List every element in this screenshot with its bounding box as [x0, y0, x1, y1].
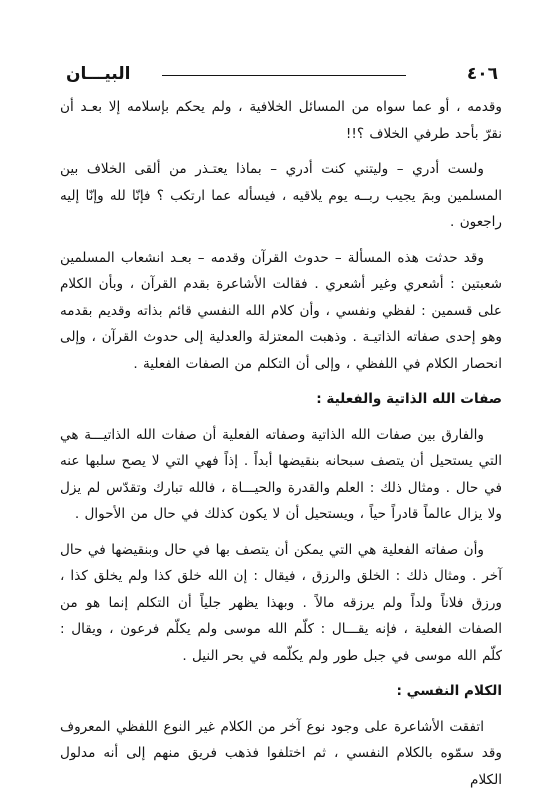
- paragraph-1: وقدمه ، أو عما سواه من المسائل الخلافية ، ولم يحكم بإسلامه إلا بعـد أن نقرّ بأحد طرفي الخلاف ؟!!: [60, 94, 502, 147]
- header-rule: [162, 75, 406, 76]
- paragraph-4: والفارق بين صفات الله الذاتية وصفاته الفعلية أن صفات الله الذاتيـــة هي التي يستحيل أن يتصف سبحانه بنقيضها أبداً . إذاً فهي التي لا يصح سلبها عنه في حال . ومثال ذلك : العلم والقدرة والحيـــاة ، فالله تبارك وتقدّس لم يزل ولا يزال عالماً قادراً حياً ، ويستحيل أن لا يكون كذلك في حال من الأحوال .: [60, 422, 502, 528]
- paragraph-6: اتفقت الأشاعرة على وجود نوع آخر من الكلام غير النوع اللفظي المعروف وقد سمّوه بالكلام النفسي ، ثم اختلفوا فذهب فريق منهم إلى أنه مدلول الكلام: [60, 714, 502, 793]
- paragraph-3: وقد حدثت هذه المسألة – حدوث القرآن وقدمه – بعـد انشعاب المسلمين شعبتين : أشعري وغير أشعري . فقالت الأشاعرة بقدم القرآن ، وبأن الكلام على قسمين : لفظي ونفسي ، وأن كلام الله النفسي قائم بذاته وقديم بقدمه وهو إحدى صفاته الذاتيـة . وذهبت المعتزلة والعدلية إلى حدوث القرآن ، وإلى انحصار الكلام في اللفظي ، وإلى أن التكلم من الصفات الفعلية .: [60, 245, 502, 378]
- section-heading-attributes: صفات الله الذاتية والفعلية :: [60, 386, 502, 413]
- body-text: [60, 94, 502, 793]
- section-heading-inner-speech: الكلام النفسي :: [60, 678, 502, 705]
- page-number: ٤٠٦: [467, 62, 498, 86]
- running-title: البيـــان: [66, 62, 130, 86]
- paragraph-5: وأن صفاته الفعلية هي التي يمكن أن يتصف بها في حال وبنقيضها في حال آخر . ومثال ذلك : الخلق والرزق ، فيقال : إن الله خلق كذا ولم يخلق كذا ، ورزق فلاناً ولداً ولم يرزقه مالاً . وبهذا يظهر جلياً أن التكلم إنما هو من الصفات الفعلية ، فإنه يقـــال : كلّم الله موسى ولم يكلّم فرعون ، ويقال : كلّم الله موسى في جبل طور ولم يكلّمه في بحر النيل .: [60, 537, 502, 670]
- running-header: [66, 62, 498, 86]
- paragraph-2: ولست أدري – وليتني كنت أدري – بماذا يعتـذر من ألقى الخلاف بين المسلمين وبمَ يجيب ربــه يوم يلاقيه ، فيسأله عما ارتكب ؟ فإنّا لله وإنّا إليه راجعون .: [60, 156, 502, 236]
